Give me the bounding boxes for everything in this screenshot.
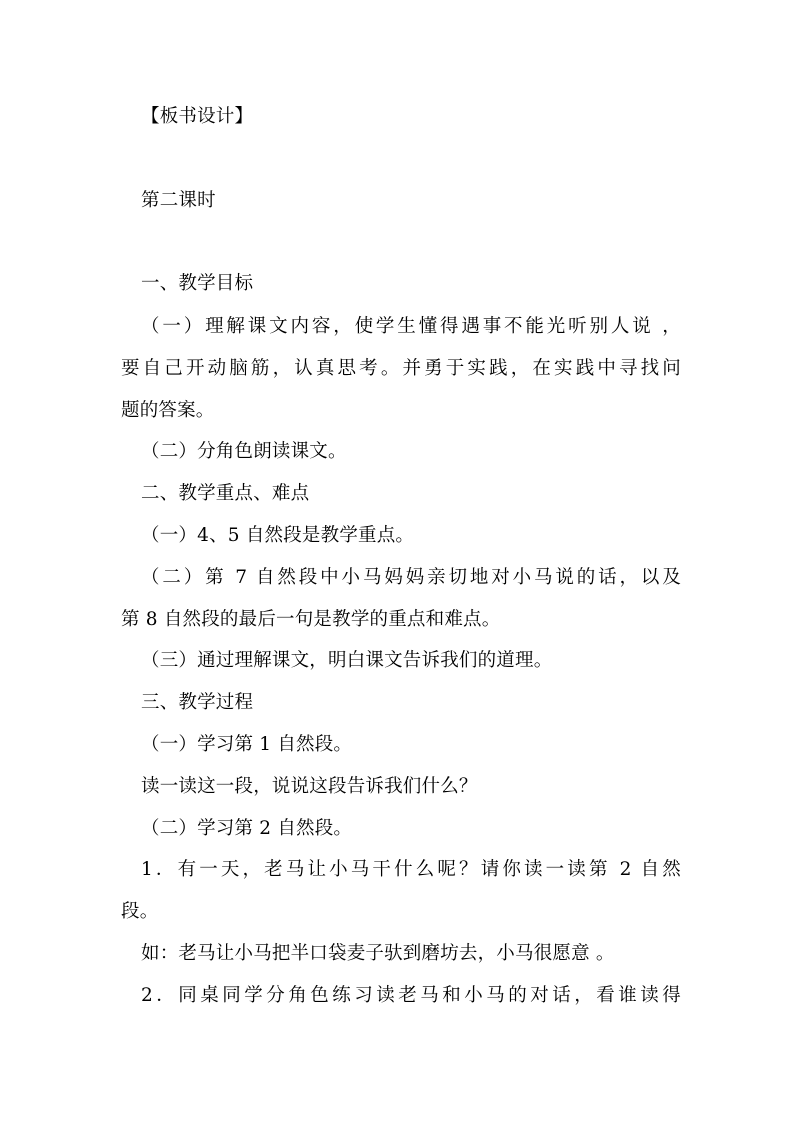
paragraph-line: （二）学习第 2 自然段。 bbox=[141, 818, 353, 839]
paragraph-line: 2．同桌同学分角色练习读老马和小马的对话，看谁读得 bbox=[141, 985, 681, 1006]
paragraph-line: 要自己开动脑筋，认真思考。并勇于实践，在实践中寻找问 bbox=[121, 358, 681, 379]
paragraph-line: （一）4、5 自然段是教学重点。 bbox=[141, 525, 415, 546]
section-heading: 三、教学过程 bbox=[141, 692, 254, 713]
paragraph-line: 段。 bbox=[121, 901, 159, 922]
paragraph-line: （二）第 7 自然段中小马妈妈亲切地对小马说的话，以及 bbox=[141, 567, 681, 588]
lesson-title: 第二课时 bbox=[141, 190, 216, 211]
paragraph-line: （三）通过理解课文，明白课文告诉我们的道理。 bbox=[141, 650, 553, 671]
paragraph-line: 读一读这一段，说说这段告诉我们什么？ bbox=[141, 776, 478, 797]
paragraph-line: 第 8 自然段的最后一句是教学的重点和难点。 bbox=[121, 609, 501, 630]
paragraph-line: （一）理解课文内容，使学生懂得遇事不能光听别人说 ， bbox=[141, 316, 681, 337]
paragraph-line: 1．有一天，老马让小马干什么呢？请你读一读第 2 自然 bbox=[141, 859, 681, 880]
paragraph-line: 如：老马让小马把半口袋麦子驮到磨坊去，小马很愿意 。 bbox=[141, 943, 615, 964]
paragraph-line: （二）分角色朗读课文。 bbox=[141, 441, 347, 462]
section-heading: 二、教学重点、难点 bbox=[141, 483, 310, 504]
section-heading: 一、教学目标 bbox=[141, 273, 254, 294]
paragraph-line: （一）学习第 1 自然段。 bbox=[141, 734, 353, 755]
paragraph-line: 题的答案。 bbox=[121, 400, 215, 421]
board-design-heading: 【板书设计】 bbox=[141, 106, 254, 127]
